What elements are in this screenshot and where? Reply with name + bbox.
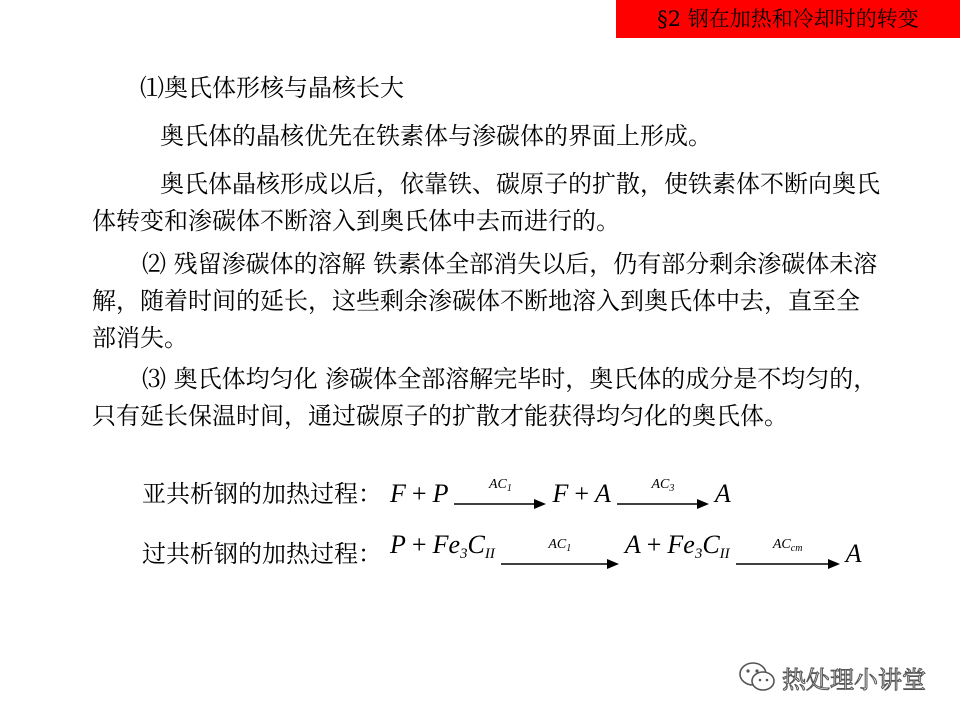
plus-sign: + — [411, 479, 427, 508]
arrow-label-main: AC — [548, 537, 567, 552]
arrow-label — [651, 478, 674, 496]
reaction-arrow — [736, 538, 840, 570]
arrow-label — [489, 478, 512, 496]
equation-label: 亚共析钢的加热过程： — [142, 480, 382, 508]
term: F — [390, 479, 406, 508]
arrow-label-sub: 1 — [566, 543, 572, 554]
watermark-text: 热处理小讲堂 — [782, 665, 926, 694]
arrow-label-sub: 3 — [669, 483, 675, 494]
arrow-label-main: AC — [489, 477, 507, 492]
plus-sign: + — [574, 479, 590, 508]
arrow-label-main: AC — [772, 537, 791, 552]
term: P — [390, 530, 406, 559]
term: Fe — [667, 530, 695, 559]
subscript: II — [484, 546, 495, 562]
term: C — [467, 530, 485, 559]
equation-hypoeutectoid — [142, 466, 731, 510]
equation-math — [552, 478, 610, 510]
arrow-icon — [617, 498, 709, 510]
term: Fe — [432, 530, 460, 559]
plus-sign: + — [646, 530, 662, 559]
arrow-label — [548, 538, 571, 556]
heading-austenite-nucleation: ⑴奥氏体形核与晶核长大 — [140, 74, 404, 102]
equation-math — [625, 529, 730, 570]
section-title-bar — [616, 0, 960, 38]
term: A — [845, 539, 862, 568]
reaction-arrow — [501, 538, 619, 570]
arrow-label — [773, 538, 803, 556]
term: C — [702, 530, 720, 559]
equation-math — [390, 478, 448, 510]
paragraph-residual-cementite: ⑵ 残留渗碳体的溶解 铁素体全部消失以后，仍有部分剩余渗碳体未溶解，随着时间的延长，这些剩余渗碳体不断地溶入到奥氏体中去，直至全部消失。 — [92, 250, 878, 352]
term: A — [624, 530, 641, 559]
paragraph-nucleation-site: 奥氏体的晶核优先在铁素体与渗碳体的界面上形成。 — [160, 122, 712, 150]
term: A — [595, 479, 611, 508]
section-title: §2 钢在加热和冷却时的转变 — [657, 7, 919, 31]
subscript: II — [719, 546, 730, 562]
plus-sign: + — [411, 530, 427, 559]
arrow-label-sub: cm — [790, 543, 803, 554]
reaction-arrow — [617, 478, 709, 510]
equation-math — [390, 529, 495, 570]
arrow-label-main: AC — [651, 477, 670, 492]
term: A — [714, 479, 731, 508]
equation-hypereutectoid — [142, 526, 862, 570]
equation-math — [715, 478, 731, 510]
term: F — [552, 479, 569, 508]
wechat-icon — [738, 660, 776, 694]
equation-label: 过共析钢的加热过程： — [142, 540, 382, 568]
term: P — [432, 479, 449, 508]
reaction-arrow — [454, 478, 546, 510]
paragraph-homogenization: ⑶ 奥氏体均匀化 渗碳体全部溶解完毕时，奥氏体的成分是不均匀的，只有延长保温时间，通过碳原子的扩散才能获得均匀化的奥氏体。 — [92, 365, 878, 430]
subscript: 3 — [694, 546, 703, 562]
arrow-icon — [454, 498, 546, 510]
arrow-icon — [736, 558, 840, 570]
arrow-label-sub: 1 — [506, 483, 512, 494]
subscript: 3 — [459, 546, 468, 562]
arrow-icon — [501, 558, 619, 570]
watermark — [738, 656, 926, 698]
equation-math — [846, 538, 862, 570]
paragraph-nucleus-growth: 奥氏体晶核形成以后，依靠铁、碳原子的扩散，使铁素体不断向奥氏体转变和渗碳体不断溶入到奥氏体中去而进行的。 — [92, 170, 880, 235]
